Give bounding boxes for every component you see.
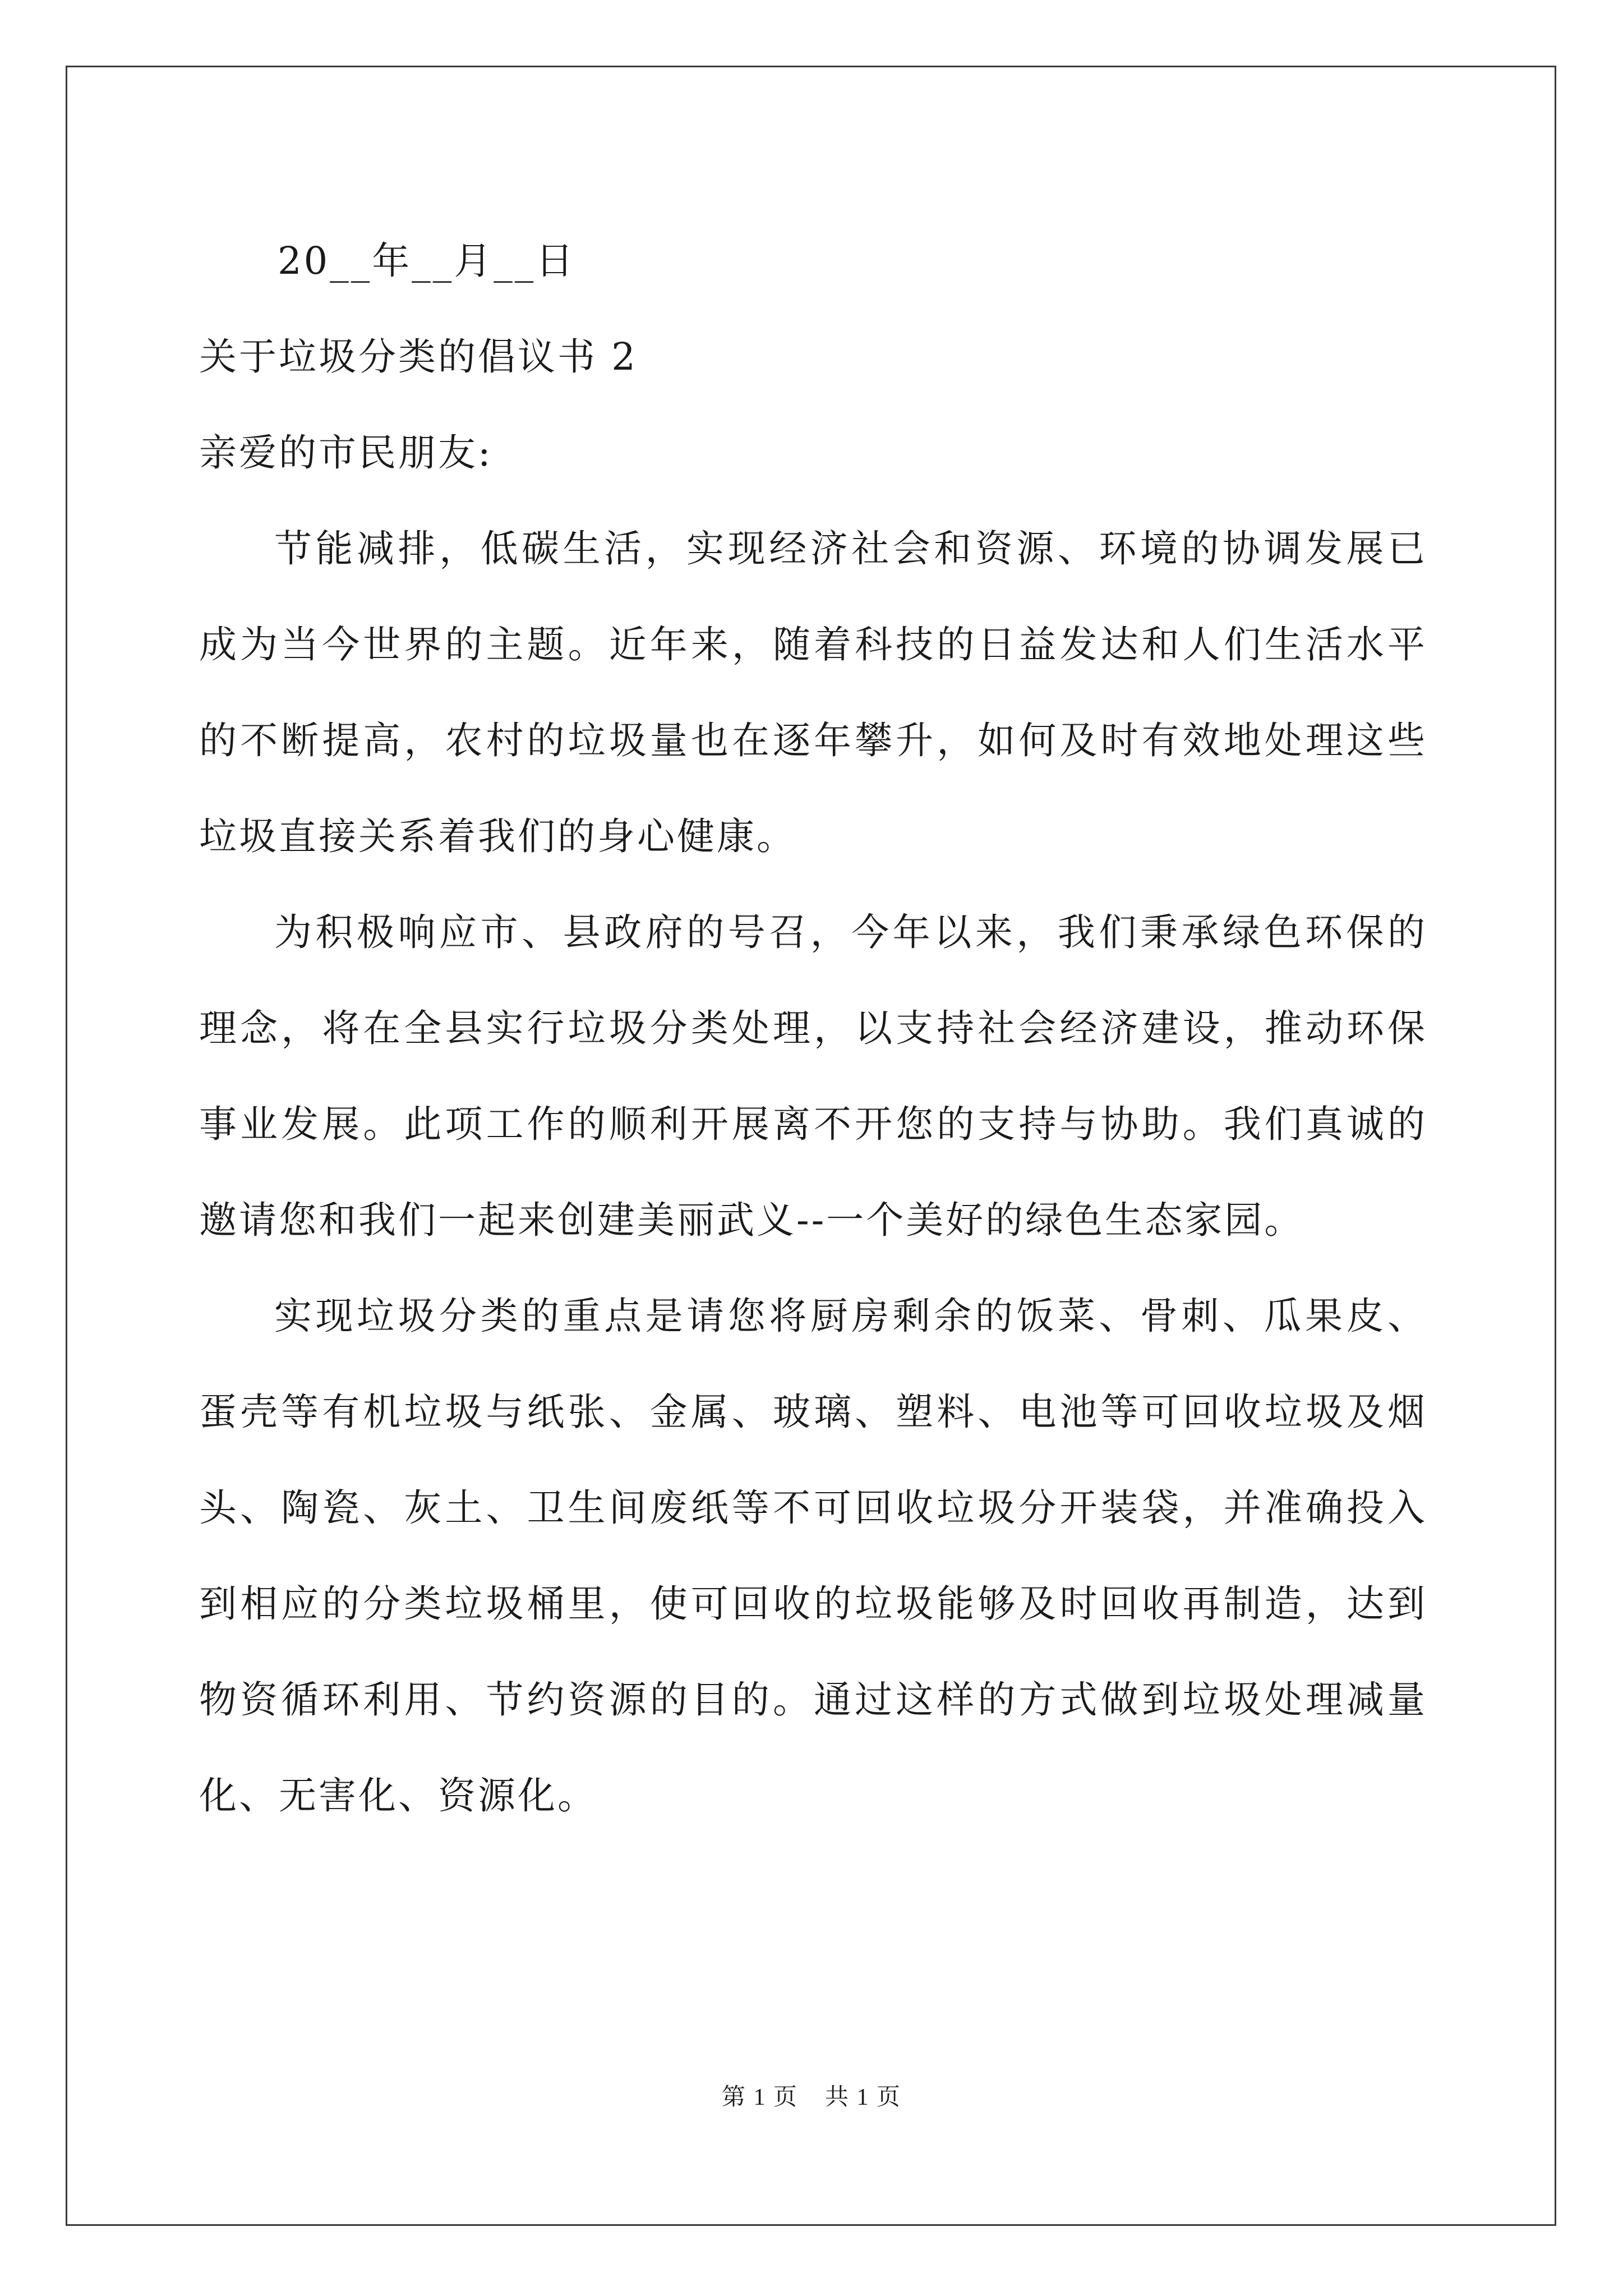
page-total: 共 1 页: [825, 2085, 902, 2110]
document-title: 关于垃圾分类的倡议书 2: [199, 335, 638, 379]
date-line: 20__年__月__日: [278, 239, 576, 283]
salutation: 亲爱的市民朋友:: [199, 431, 493, 475]
paragraph-2: 为积极响应市、县政府的号召，今年以来，我们秉承绿色环保的理念，将在全县实行垃圾分类处理，以支持社会经济建设，推动环保事业发展。此项工作的顺利开展离不开您的支持与协助。我们真诚的邀请您和我们一起来创建美丽武义--一个美好的绿色生态家园。: [199, 910, 1427, 1242]
document-body: [199, 213, 1427, 1844]
paragraph-3: 实现垃圾分类的重点是请您将厨房剩余的饭菜、骨刺、瓜果皮、蛋壳等有机垃圾与纸张、金属、玻璃、塑料、电池等可回收垃圾及烟头、陶瓷、灰土、卫生间废纸等不可回收垃圾分开装袋，并准确投入到相应的分类垃圾桶里，使可回收的垃圾能够及时回收再制造，达到物资循环利用、节约资源的目的。通过这样的方式做到垃圾处理减量化、无害化、资源化。: [199, 1294, 1427, 1818]
page-footer: [0, 2078, 1623, 2112]
page-number: 第 1 页: [721, 2085, 798, 2110]
paragraph-1: 节能减排，低碳生活，实现经济社会和资源、环境的协调发展已成为当今世界的主题。近年来，随着科技的日益发达和人们生活水平的不断提高，农村的垃圾量也在逐年攀升，如何及时有效地处理这些垃圾直接关系着我们的身心健康。: [199, 527, 1427, 858]
